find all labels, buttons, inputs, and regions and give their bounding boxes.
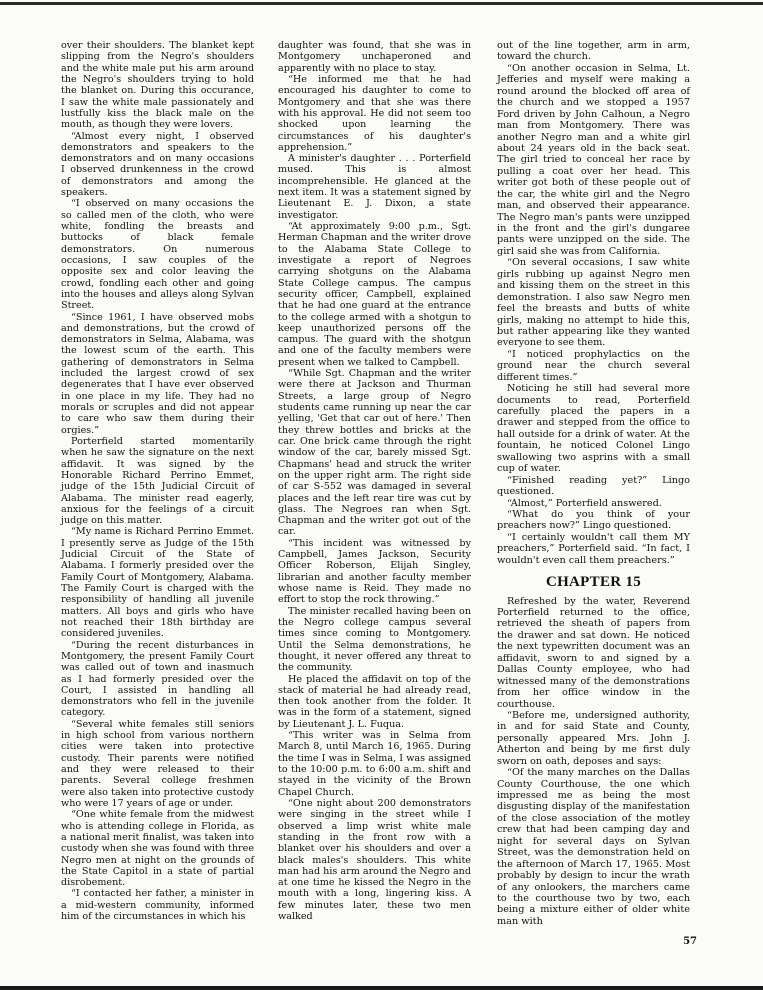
paragraph: Refreshed by the water, Reverend Porterfield returned to the office, retrieved the sheath of papers from the drawer and sat down. He noticed the next typewritten document was an affidavit, sworn to and signed by a Dallas County employee, who had witnessed many of the demonstrations from her office window in the courthouse. [497, 595, 690, 710]
paragraph: “I contacted her father, a minister in a mid-western community, informed him of the circumstances in which his [61, 888, 254, 923]
text-column-right [497, 40, 690, 927]
text-column-right-bottom [497, 596, 690, 928]
paragraph: “Several white females still seniors in high school from various northern cities were taken into protective custody. Their parents were notified and they were released to their parents. Several college freshmen were also taken into protective custody who were 17 years of age or under. [61, 718, 254, 809]
paragraph: A minister's daughter . . . Porterfield mused. This is almost incomprehensible. He glanced at the next item. It was a statement signed by Lieutenant E. J. Dixon, a state investigator. [278, 153, 471, 221]
page-number: 57 [683, 936, 697, 947]
text-column-left [61, 40, 254, 922]
paragraph: “Almost,” Porterfield answered. [507, 497, 662, 509]
paragraph: “One white female from the midwest who is attending college in Florida, as a national merit finalist, was taken into custody when she was found with three Negro men at night on the grounds of the State Capitol in a state of partial disrobement. [61, 809, 254, 889]
paragraph: “Before me, undersigned authority, in and for said State and County, personally appeared Mrs. John J. Atherton and being by me first duly sworn on oath, deposes and says: [497, 709, 690, 767]
top-rule [0, 2, 763, 5]
paragraph: “What do you think of your preachers now?” Lingo questioned. [497, 508, 690, 532]
paragraph: “I observed on many occasions the so called men of the cloth, who were white, fondling the breasts and buttocks of black female demonstrators. On numerous occasions, I saw couples of the opposite sex and color leaving the crowd, fondling each other and going into the houses and alleys along Sylvan Street. [61, 198, 254, 312]
paragraph: “One night about 200 demonstrators were singing in the street while I observed a limp wrist white male standing in the front row with a blanket over his shoulders and over a black males's shoulders. This white man had his arm around the Negro and at one time he kissed the Negro in the mouth with a long, lingering kiss. A few minutes later, these two men walked [278, 797, 471, 923]
paragraph: “On another occasion in Selma, Lt. Jefferies and myself were making a round around the blocked off area of the church and we stopped a 1957 Ford driven by John Calhoun, a Negro man from Montgomery. There was another Negro man and a white girl about 24 years old in the back seat. The girl tried to conceal her race by pulling a coat over her head. This writer got both of these people out of the car, the white girl and the Negro man, and observed their appearance. The Negro man's pants were unzipped in the front and the girl's dungaree pants were unzipped on the side. The girl said she was from California. [497, 62, 690, 257]
paragraph: He placed the affidavit on top of the stack of material he had already read, then took another from the folder. It was in the form of a statement, signed by Lieutenant J. L. Fuqua. [278, 673, 471, 730]
paragraph: “Almost every night, I observed demonstrators and speakers to the demonstrators and on many occasions I observed drunkenness in the crowd of demonstrators and among the speakers. [61, 130, 254, 199]
paragraph: “During the recent disturbances in Montgomery, the present Family Court was called out of town and inasmuch as I had formerly presided over the Court, I assisted in handling all demonstrators who fell in the juvenile category. [61, 639, 254, 719]
paragraph: “On several occasions, I saw white girls rubbing up against Negro men and kissing them on the street in this demonstration. I also saw Negro men feel the breasts and butts of white girls, making no attempt to hide this, but rather appearing like they wanted everyone to see them. [497, 257, 690, 349]
text-column-right-top [497, 40, 690, 566]
paragraph: “Since 1961, I have observed mobs and demonstrations, but the crowd of demonstrators in Selma, Alabama, was the lowest scum of the earth. This gathering of demonstrators in Selma included the largest crowd of sex degenerates that I have ever observed in one place in my life. They had no morals or scruples and did not appear to care who saw them during their orgies.” [61, 311, 254, 436]
paragraph: “I noticed prophylactics on the ground near the church several different times.” [497, 348, 690, 383]
paragraph: “Of the many marches on the Dallas County Courthouse, the one which impressed me as being the most disgusting display of the manifestation of the close association of the motley crew that had been camping day and night for several days on Sylvan Street, was the demonstration held on the afternoon of March 17, 1965. Most probably by design to incur the wrath of any onlookers, the marchers came to the courthouse two by two, each being a mixture either of older white man with [497, 767, 690, 927]
paragraph: The minister recalled having been on the Negro college campus several times since coming to Montgomery. Until the Selma demonstrations, he thought, it never offered any threat to the community. [278, 605, 471, 674]
paragraph: over their shoulders. The blanket kept slipping from the Negro's shoulders and the white male put his arm around the Negro's shoulders trying to hold the blanket on. During this occurance, I saw the white male passionately and lustfully kiss the black male on the mouth, as though they were lovers. [61, 40, 254, 131]
paragraph: “Finished reading yet?” Lingo questioned. [497, 474, 690, 498]
paragraph: Noticing he still had several more documents to read, Porterfield carefully placed the papers in a drawer and stepped from the office to hall outside for a drink of water. At the fountain, he noticed Colonel Lingo swallowing two asprins with a small cup of water. [497, 383, 690, 475]
paragraph: Porterfield started momentarily when he saw the signature on the next affidavit. It was signed by the Honorable Richard Perrino Emmet, judge of the 15th Judicial Circuit of Alabama. The minister read eagerly, anxious for the feelings of a circuit judge on this matter. [61, 435, 254, 527]
text-column-middle [278, 40, 471, 922]
paragraph: “My name is Richard Perrino Emmet. I presently serve as Judge of the 15th Judicial Circuit of the State of Alabama. I formerly presided over the Family Court of Montgomery, Alabama. The Family Court is charged with the responsibility of handling all juvenile matters. All boys and girls who have not reached their 18th birthday are considered juveniles. [61, 526, 254, 640]
paragraph: daughter was found, that she was in Montgomery unchaperoned and apparently with no place to stay. [278, 40, 471, 74]
chapter-heading: CHAPTER 15 [545, 574, 642, 591]
paragraph: “At approximately 9:00 p.m., Sgt. Herman Chapman and the writer drove to the Alabama State College to investigate a report of Negroes carrying shotguns on the Alabama State College campus. The campus security officer, Campbell, explained that he had one guard at the entrance to the college armed with a shotgun to keep unauthorized persons off the campus. The guard with the shotgun and one of the faculty members were present when we talked to Campbell. [278, 221, 471, 368]
paragraph: “This incident was witnessed by Campbell, James Jackson, Security Officer Roberson, Elijah Singley, librarian and another faculty member whose name is Reid. They made no effort to stop the rock throwing.” [278, 537, 471, 606]
paragraph: “He informed me that he had encouraged his daughter to come to Montgomery and that she was there with his approval. He did not seem too shocked upon learning the circumstances of his daughter's apprehension.” [278, 73, 471, 153]
paragraph: out of the line together, arm in arm, toward the church. [497, 40, 690, 63]
paragraph: “I certainly wouldn't call them MY preachers,” Porterfield said. “In fact, I wouldn't even call them preachers.” [497, 531, 690, 566]
paragraph: “While Sgt. Chapman and the writer were there at Jackson and Thurman Streets, a large group of Negro students came running up near the car yelling, 'Get that car out of here.' Then they threw bottles and bricks at the car. One brick came through the right window of the car, barely missed Sgt. Chapmans' head and struck the writer on the upper right arm. The right side of car S-552 was damaged in several places and the left rear tire was cut by glass. The Negroes ran when Sgt. Chapman and the writer got out of the car. [278, 368, 471, 538]
bottom-rule [0, 986, 763, 990]
paragraph: “This writer was in Selma from March 8, until March 16, 1965. During the time I was in Selma, I was assigned to the 10:00 p.m. to 6:00 a.m. shift and stayed in the vicinity of the Brown Chapel Church. [278, 730, 471, 798]
